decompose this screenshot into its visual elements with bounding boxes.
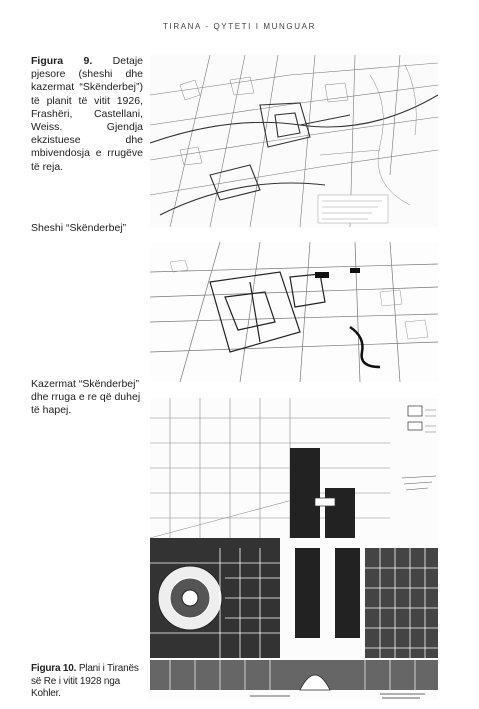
plan-1926-barracks-image (150, 242, 438, 382)
figure-10-text: Plani i Tiranës së Re i vitit 1928 nga Kohler. (31, 663, 139, 700)
plan-1928-kohler-image (150, 398, 438, 700)
figure-10-caption (31, 663, 149, 701)
running-header: TIRANA - QYTETI I MUNGUAR (163, 22, 316, 31)
figure-10-label: Figura 10. (31, 663, 77, 674)
kazermat-caption: Kazermat “Skënderbej” dhe rruga e re që duhej të hapej. (31, 378, 141, 417)
figure-9-label: Figura 9. (31, 55, 93, 67)
plan-1926-square-image (150, 55, 438, 227)
figure-9-text: Detaje pjesore (sheshi dhe kazermat “Skënderbej”) të planit të vitit 1926, Frashëri, Castellani, Weiss. Gjendja ekzistuese dhe mbivendosja e rrugëve të reja. (31, 55, 143, 173)
sheshi-caption: Sheshi “Skënderbej” (31, 222, 127, 234)
figure-9-caption (31, 55, 143, 174)
